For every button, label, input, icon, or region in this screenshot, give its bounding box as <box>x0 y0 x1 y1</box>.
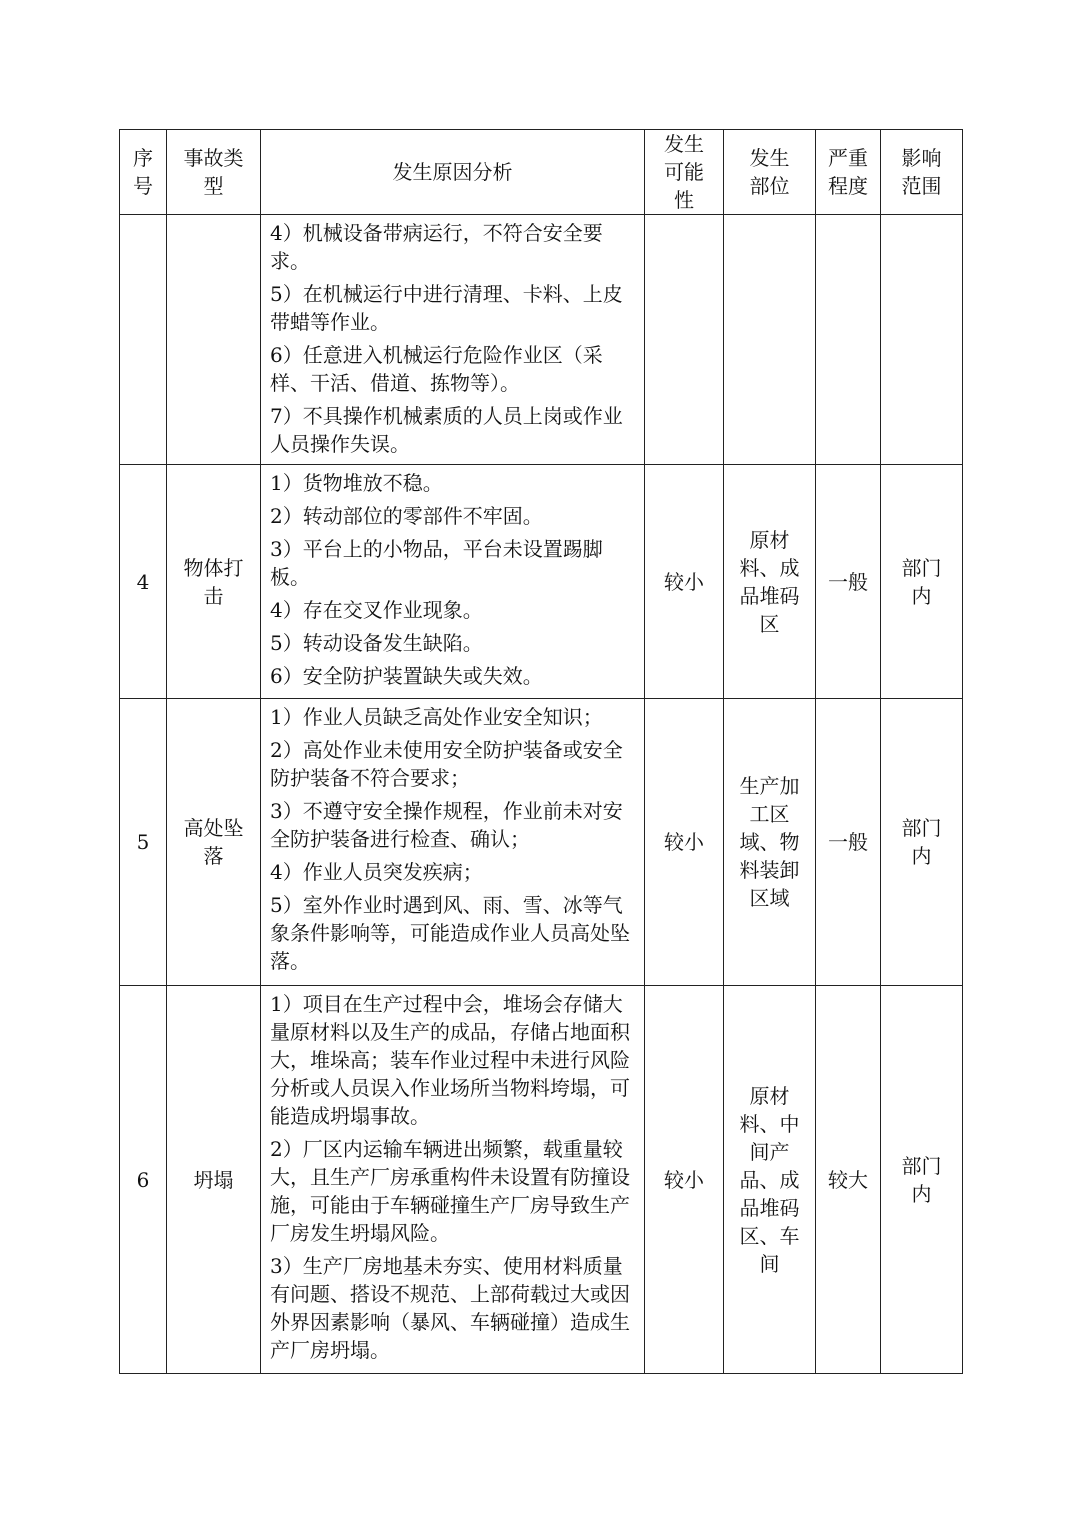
cause-item: 5）在机械运行中进行清理、卡料、上皮带蜡等作业。 <box>270 282 623 334</box>
cause-item: 2）转动部位的零部件不牢固。 <box>270 504 543 528</box>
cause-item: 2）厂区内运输车辆进出频繁，载重量较大，且生产厂房承重构件未设置有防撞设施，可能由于车辆碰撞生产厂房导致生产厂房发生坍塌风险。 <box>270 1137 630 1245</box>
accident-type-cell: 高处坠落 <box>167 699 261 986</box>
cause-item: 3）生产厂房地基未夯实、使用材料质量有问题、搭设不规范、上部荷载过大或因外界因素影响（暴风、车辆碰撞）造成生产厂房坍塌。 <box>270 1254 630 1362</box>
cause-item: 3）不遵守安全操作规程，作业前未对安全防护装备进行检查、确认； <box>270 799 623 851</box>
header-location: 发生部位 <box>724 130 816 215</box>
likelihood-cell <box>645 215 724 465</box>
table-row <box>120 215 963 465</box>
accident-type-cell: 物体打击 <box>167 465 261 699</box>
table-row <box>120 465 963 699</box>
serial-number-cell: 6 <box>120 986 167 1374</box>
scope-cell <box>881 215 963 465</box>
location-cell: 原材料、成品堆码区 <box>724 465 816 699</box>
header-accident-type: 事故类型 <box>167 130 261 215</box>
table-row <box>120 699 963 986</box>
cause-item: 4）作业人员突发疾病； <box>270 860 483 884</box>
likelihood-cell: 较小 <box>645 699 724 986</box>
header-severity: 严重程度 <box>816 130 881 215</box>
likelihood-cell: 较小 <box>645 465 724 699</box>
serial-number-cell: 5 <box>120 699 167 986</box>
cause-item: 5）室外作业时遇到风、雨、雪、冰等气象条件影响等，可能造成作业人员高处坠落。 <box>270 893 630 973</box>
cause-item: 1）项目在生产过程中会，堆场会存储大量原材料以及生产的成品，存储占地面积大，堆垛高；装车作业过程中未进行风险分析或人员误入作业场所当物料垮塌，可能造成坍塌事故。 <box>270 992 630 1128</box>
scope-cell: 部门内 <box>881 699 963 986</box>
scope-cell: 部门内 <box>881 465 963 699</box>
severity-cell: 一般 <box>816 699 881 986</box>
risk-analysis-table <box>119 129 963 1374</box>
cause-item: 2）高处作业未使用安全防护装备或安全防护装备不符合要求； <box>270 738 623 790</box>
location-cell: 原材料、中间产品、成品堆码区、车间 <box>724 986 816 1374</box>
location-cell: 生产加工区域、物料装卸区域 <box>724 699 816 986</box>
cause-item: 6）安全防护装置缺失或失效。 <box>270 664 543 688</box>
location-cell <box>724 215 816 465</box>
serial-number-cell: 4 <box>120 465 167 699</box>
table-row <box>120 986 963 1374</box>
cause-analysis-cell <box>261 699 645 986</box>
cause-analysis-cell <box>261 465 645 699</box>
severity-cell: 一般 <box>816 465 881 699</box>
serial-number-cell <box>120 215 167 465</box>
header-likelihood: 发生可能性 <box>645 130 724 215</box>
header-cause-analysis: 发生原因分析 <box>261 130 645 215</box>
cause-item: 7）不具操作机械素质的人员上岗或作业人员操作失误。 <box>270 404 623 456</box>
cause-item: 4）机械设备带病运行，不符合安全要求。 <box>270 221 603 273</box>
header-row <box>120 130 963 215</box>
cause-item: 3）平台上的小物品，平台未设置踢脚板。 <box>270 537 603 589</box>
cause-item: 1）货物堆放不稳。 <box>270 471 443 495</box>
likelihood-cell: 较小 <box>645 986 724 1374</box>
cause-item: 1）作业人员缺乏高处作业安全知识； <box>270 705 603 729</box>
cause-analysis-cell <box>261 215 645 465</box>
cause-item: 6）任意进入机械运行危险作业区（采样、干活、借道、拣物等）。 <box>270 343 603 395</box>
severity-cell <box>816 215 881 465</box>
cause-item: 5）转动设备发生缺陷。 <box>270 631 483 655</box>
cause-item: 4）存在交叉作业现象。 <box>270 598 483 622</box>
severity-cell: 较大 <box>816 986 881 1374</box>
header-scope: 影响范围 <box>881 130 963 215</box>
accident-type-cell <box>167 215 261 465</box>
accident-type-cell: 坍塌 <box>167 986 261 1374</box>
scope-cell: 部门内 <box>881 986 963 1374</box>
header-serial-number: 序号 <box>120 130 167 215</box>
cause-analysis-cell <box>261 986 645 1374</box>
